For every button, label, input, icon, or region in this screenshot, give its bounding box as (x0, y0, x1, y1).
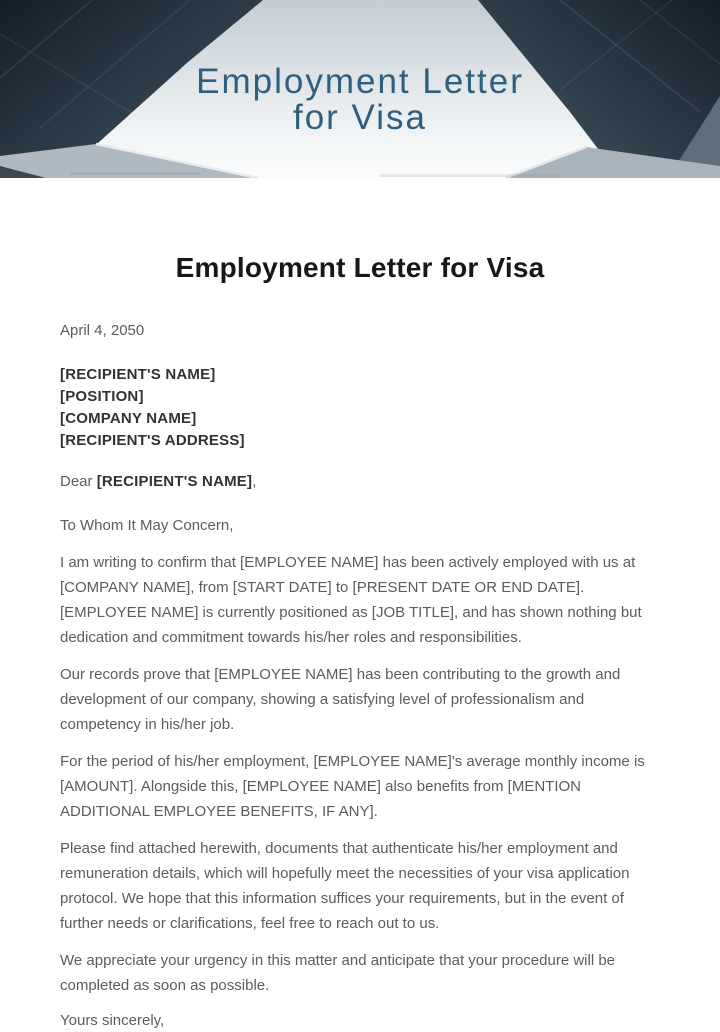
paragraph-attachments: Please find attached herewith, documents that authenticate his/her employment and remuneration details, which will hopefully meet the necessities of your visa application protocol. We hope that this information suffices your requirements, but in the event of further needs or clarifications, feel free to reach out to us. (60, 840, 630, 932)
banner-title-line1: Employment Letter (196, 62, 524, 101)
recipient-name-placeholder: [RECIPIENT'S NAME] (60, 366, 216, 383)
recipient-block (60, 364, 660, 452)
paragraph-income: For the period of his/her employment, [EMPLOYEE NAME]'s average monthly income is [AMOUNT]. Alongside this, [EMPLOYEE NAME] also benefits from [MENTION ADDITIONAL EMPLOYEE BENEFITS, IF ANY]. (60, 753, 645, 820)
paragraph-records: Our records prove that [EMPLOYEE NAME] has been contributing to the growth and development of our company, showing a satisfying level of professionalism and competency in his/her job. (60, 666, 621, 733)
closing-line: Yours sincerely, (60, 1012, 165, 1029)
paragraph-employment-confirmation: I am writing to confirm that [EMPLOYEE NAME] has been actively employed with us at [COMPANY NAME], from [START DATE] to [PRESENT DATE OR END DATE]. [EMPLOYEE NAME] is currently positioned as [JOB TITLE], and has shown nothing but dedication and commitment towards his/her roles and responsibilities. (60, 554, 642, 646)
date-line: April 4, 2050 (60, 322, 145, 339)
banner-title-line2: for Visa (292, 98, 428, 137)
header-banner (0, 0, 720, 178)
salutation-suffix: , (252, 473, 257, 490)
salutation-line (60, 471, 660, 493)
greeting-line: To Whom It May Concern, (60, 517, 234, 534)
letter-paragraphs (60, 513, 660, 1032)
recipient-position-placeholder: [POSITION] (60, 388, 144, 405)
recipient-address-placeholder: [RECIPIENT'S ADDRESS] (60, 432, 245, 449)
salutation-name-placeholder: [RECIPIENT'S NAME] (96, 473, 253, 490)
paragraph-appreciation: We appreciate your urgency in this matter and anticipate that your procedure will be completed as soon as possible. (60, 952, 616, 994)
salutation-prefix: Dear (60, 473, 97, 490)
letter-body (0, 320, 720, 1032)
document-title: Employment Letter for Visa (175, 252, 545, 283)
banner-title (0, 64, 720, 136)
recipient-company-placeholder: [COMPANY NAME] (60, 410, 197, 427)
